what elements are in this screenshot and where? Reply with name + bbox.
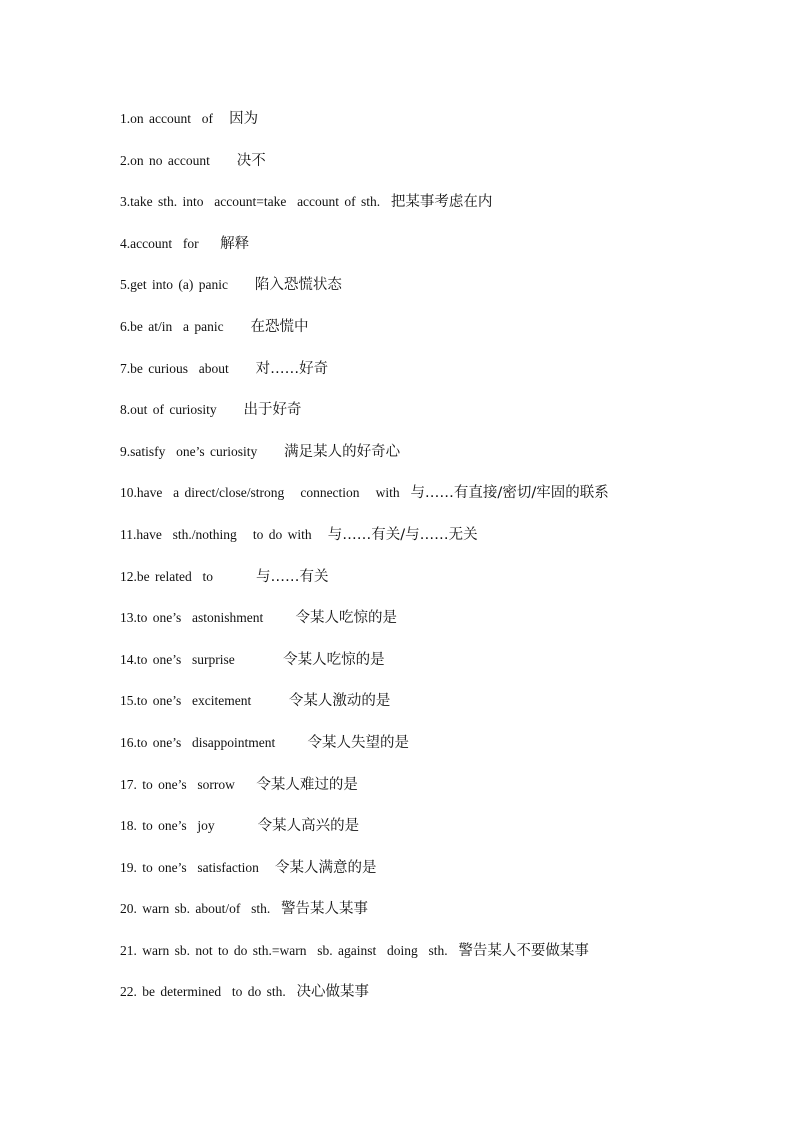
phrase-chinese: 令某人吃惊的是: [295, 610, 397, 627]
list-item: [120, 857, 760, 899]
list-item: [120, 815, 760, 857]
list-item: [120, 524, 760, 566]
phrase-chinese: 决不: [236, 152, 266, 169]
list-item: [120, 191, 760, 233]
phrase-english: 16.to one’s disappointment: [120, 734, 308, 750]
phrase-chinese: 陷入恐慌状态: [254, 277, 342, 294]
phrase-english: 19. to one’s satisfaction: [120, 859, 275, 875]
phrase-chinese: 因为: [229, 111, 259, 127]
phrase-chinese: 对……好奇: [255, 360, 329, 377]
phrase-chinese: 满足某人的好奇心: [284, 443, 401, 460]
phrase-english: 18. to one’s joy: [120, 818, 258, 834]
phrase-english: 3.take sth. into account=take account of sth.: [120, 194, 391, 210]
list-item: [120, 482, 760, 524]
phrase-english: 14.to one’s surprise: [120, 651, 284, 667]
list-item: [120, 607, 760, 649]
phrase-chinese: 令某人失望的是: [307, 734, 409, 751]
phrase-english: 11.have sth./nothing to do with: [120, 526, 328, 542]
phrase-english: 7.be curious about: [120, 360, 256, 376]
list-item: [120, 940, 760, 982]
list-item: [120, 274, 760, 316]
phrase-chinese: 在恐慌中: [250, 318, 309, 335]
phrase-chinese: 令某人激动的是: [288, 693, 391, 710]
list-item: [120, 774, 760, 816]
list-item: [120, 898, 760, 940]
phrase-chinese: 令某人难过的是: [256, 776, 358, 793]
phrase-chinese: 出于好奇: [243, 402, 302, 419]
list-item: [120, 358, 760, 400]
list-item: [120, 233, 760, 275]
phrase-english: 17. to one’s sorrow: [120, 776, 257, 792]
phrase-chinese: 与……有关: [255, 568, 329, 585]
phrase-chinese: 令某人高兴的是: [257, 818, 360, 835]
phrase-english: 2.on no account: [120, 152, 237, 168]
phrase-english: 12.be related to: [120, 568, 256, 584]
phrase-chinese: 与……有关/与……无关: [327, 526, 478, 543]
phrase-chinese: 决心做某事: [296, 984, 369, 1001]
phrase-chinese: 警告某人不要做某事: [458, 942, 589, 959]
phrase-english: 13.to one’s astonishment: [120, 610, 296, 626]
phrase-chinese: 令某人满意的是: [274, 859, 377, 876]
list-item: [120, 981, 760, 1023]
phrase-english: 21. warn sb. not to do sth.=warn sb. against doing sth.: [120, 942, 459, 958]
list-item: [120, 108, 760, 150]
phrase-english: 6.be at/in a panic: [120, 318, 251, 334]
phrase-english: 8.out of curiosity: [120, 402, 244, 418]
phrase-english: 15.to one’s excitement: [120, 693, 289, 709]
phrase-chinese: 解释: [220, 235, 250, 252]
phrase-english: 5.get into (a) panic: [120, 277, 255, 293]
phrase-chinese: 与……有直接/密切/牢固的联系: [410, 485, 609, 502]
list-item: [120, 441, 760, 483]
list-item: [120, 316, 760, 358]
list-item: [120, 399, 760, 441]
phrase-english: 20. warn sb. about/of sth.: [120, 901, 281, 917]
list-item: [120, 732, 760, 774]
phrase-english: 10.have a direct/close/strong connection with: [120, 485, 411, 501]
phrase-list: [120, 108, 760, 1023]
list-item: [120, 649, 760, 691]
list-item: [120, 690, 760, 732]
phrase-english: 4.account for: [120, 235, 221, 251]
phrase-chinese: 令某人吃惊的是: [283, 651, 385, 668]
phrase-chinese: 警告某人某事: [280, 901, 368, 918]
phrase-chinese: 把某事考虑在内: [390, 194, 493, 211]
list-item: [120, 150, 760, 192]
list-item: [120, 566, 760, 608]
phrase-english: 9.satisfy one’s curiosity: [120, 443, 285, 459]
phrase-english: 22. be determined to do sth.: [120, 984, 297, 1000]
phrase-english: 1.on account of: [120, 111, 230, 126]
